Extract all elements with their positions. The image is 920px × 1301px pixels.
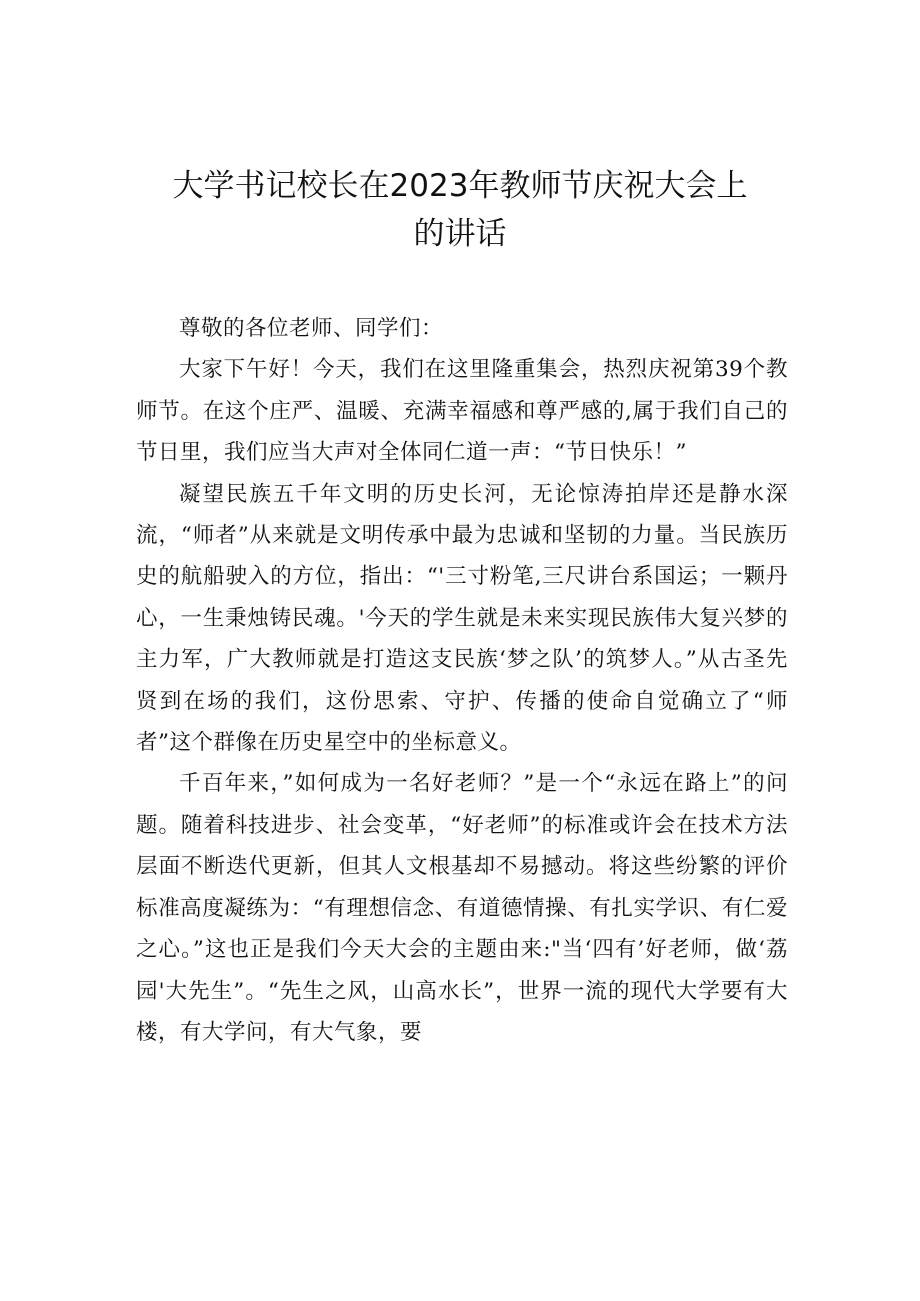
- body-paragraph: 凝望民族五千年文明的历史长河，无论惊涛拍岸还是静水深流，“师者”从来就是文明传承中最为忠诚和坚韧的力量。当民族历史的航船驶入的方位，指出：“'三寸粉笔,三尺讲台系国运；一颗丹心，一生秉烛铸民魂。'今天的学生就是未来实现民族伟大复兴梦的主力军，广大教师就是打造这支民族‘梦之队’的筑梦人。”从古圣先贤到在场的我们，这份思索、守护、传播的使命自觉确立了“师者”这个群像在历史星空中的坐标意义。: [136, 481, 788, 756]
- document-title: [120, 162, 800, 258]
- salutation-paragraph: 尊敬的各位老师、同学们：: [179, 316, 444, 341]
- body-paragraph: 大家下午好！今天，我们在这里隆重集会，热烈庆祝第39个教师节。在这个庄严、温暖、充满幸福感和尊严感的,属于我们自己的节日里，我们应当大声对全体同仁道一声：“节日快乐！”: [136, 357, 788, 466]
- title-line-2: 的讲话: [413, 216, 507, 252]
- body-paragraph: 千百年来，”如何成为一名好老师？”是一个“永远在路上”的问题。随着科技进步、社会变革，“好老师”的标准或许会在技术方法层面不断迭代更新，但其人文根基却不易撼动。将这些纷繁的评价标准高度凝练为：“有理想信念、有道德情操、有扎实学识、有仁爱之心。”这也正是我们今天大会的主题由来:"当‘四有’好老师，做‘荔园'大先生”。“先生之风，山高水长”，世界一流的现代大学要有大楼，有大学问，有大气象，要: [136, 771, 788, 1045]
- document-body: [136, 308, 788, 1053]
- title-line-1: 大学书记校长在2023年教师节庆祝大会上: [172, 168, 748, 204]
